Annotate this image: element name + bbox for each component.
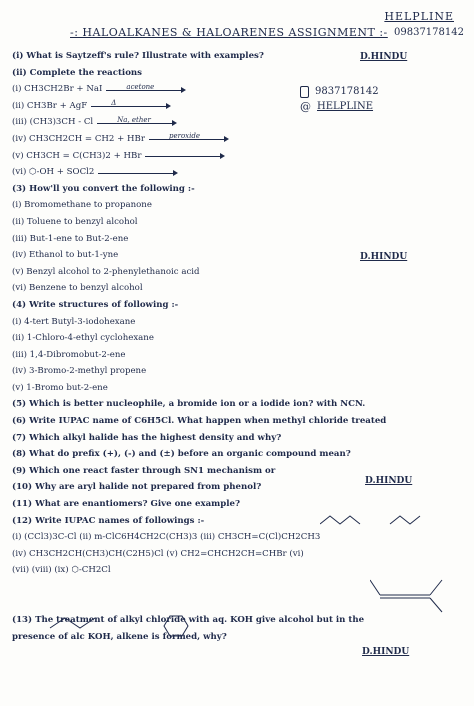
- reaction-arrow: [98, 167, 178, 177]
- line-6: [12, 148, 464, 165]
- line-text: (iii) But-1-ene to But-2-ene: [12, 233, 129, 244]
- line-14: [12, 280, 464, 297]
- line-3: [12, 98, 464, 115]
- line-text: (iv) Ethanol to but-1-yne: [12, 250, 119, 261]
- line-15: [12, 297, 464, 314]
- line-12: [12, 247, 464, 264]
- line-text: (9) Which one react faster through SN1 mechanism or: [12, 465, 276, 476]
- line-text: (v) 1-Bromo but-2-ene: [12, 382, 108, 393]
- question-lines: [12, 48, 464, 645]
- line-10: [12, 214, 464, 231]
- line-text: (iv) CH3CH2CH = CH2 + HBr: [12, 133, 145, 144]
- line-text: (i) Bromomethane to propanone: [12, 200, 152, 211]
- line-18: [12, 347, 464, 364]
- line-text: (ii) 1-Chloro-4-ethyl cyclohexane: [12, 333, 154, 344]
- line-text: (4) Write structures of following :-: [12, 299, 179, 310]
- line-text: (vii) (viii) (ix) ⬡-CH2Cl: [12, 565, 111, 576]
- line-text: (i) 4-tert Butyl-3-iodohexane: [12, 316, 136, 327]
- arrow-condition: peroxide: [168, 132, 200, 141]
- line-text: (vi) ⬡-OH + SOCl2: [12, 167, 95, 178]
- line-text: (10) Why are aryl halide not prepared from phenol?: [12, 482, 262, 493]
- helpline-phone: 09837178142: [394, 27, 464, 38]
- line-17: [12, 330, 464, 347]
- line-text: (iv) CH3CH2CH(CH3)CH(C2H5)Cl (v) CH2=CHCH2CH=CHBr (vi): [12, 548, 304, 559]
- at-icon: @: [300, 100, 311, 113]
- line-21: [12, 396, 464, 413]
- bond-3: [430, 598, 442, 612]
- helpline-heading: HELPLINE: [384, 10, 454, 23]
- line-text: (iv) 3-Bromo-2-methyl propene: [12, 366, 147, 377]
- reaction-arrow: [91, 100, 171, 110]
- bond-1: [370, 580, 380, 595]
- line-text: (6) Write IUPAC name of C6H5Cl. What happen when methyl chloride treated: [12, 416, 387, 427]
- line-text: (13) The treatment of alkyl chloride with aq. KOH give alcohol but in the: [12, 615, 365, 626]
- line-1: [12, 65, 464, 82]
- line-text: (7) Which alkyl halide has the highest density and why?: [12, 432, 282, 443]
- line-13: [12, 264, 464, 281]
- line-19: [12, 363, 464, 380]
- line-text: (12) Write IUPAC names of followings :-: [12, 515, 205, 526]
- arrow-condition: Na, ether: [117, 115, 151, 124]
- line-text: (iii) 1,4-Dibromobut-2-ene: [12, 349, 126, 360]
- line-text: (iii) (CH3)3CH - Cl: [12, 117, 94, 128]
- line-text: (ii) Toluene to benzyl alcohol: [12, 216, 138, 227]
- chain-vii: [50, 618, 95, 628]
- line-text: (8) What do prefix (+), (-) and (±) before an organic compound mean?: [12, 449, 351, 460]
- reaction-arrow: [97, 117, 177, 127]
- line-9: [12, 197, 464, 214]
- line-5: [12, 131, 464, 148]
- line-26: [12, 479, 464, 496]
- line-text: (ii) Complete the reactions: [12, 67, 143, 78]
- reaction-arrow: [145, 150, 225, 160]
- line-4: [12, 114, 464, 131]
- line-7: [12, 164, 464, 181]
- bond-2: [430, 580, 442, 595]
- line-20: [12, 380, 464, 397]
- ring-viii: [164, 616, 188, 636]
- chain-2: [390, 516, 420, 524]
- line-2: [12, 81, 464, 98]
- line-text: (ii) CH3Br + AgF: [12, 100, 88, 111]
- arrow-condition: Δ: [111, 99, 117, 108]
- contact-phone: 9837178142: [315, 86, 379, 97]
- line-24: [12, 446, 464, 463]
- line-25: [12, 463, 464, 480]
- line-text: (v) CH3CH = C(CH3)2 + HBr: [12, 150, 142, 161]
- signature-3: D.HINDU: [365, 476, 413, 486]
- signature-1: D.HINDU: [360, 52, 408, 62]
- chain-1: [320, 516, 360, 524]
- signature-4: D.HINDU: [362, 647, 410, 657]
- line-23: [12, 430, 464, 447]
- line-text: (5) Which is better nucleophile, a bromide ion or a iodide ion? with NCN.: [12, 399, 366, 410]
- line-text: presence of alc KOH, alkene is formed, why?: [12, 631, 227, 642]
- line-30: [12, 546, 464, 563]
- line-text: (11) What are enantiomers? Give one example?: [12, 499, 241, 510]
- reaction-arrow: [106, 84, 186, 94]
- struct-vi-sketch: [370, 570, 470, 620]
- line-8: [12, 181, 464, 198]
- contact-helpline: HELPLINE: [317, 101, 374, 112]
- line-22: [12, 413, 464, 430]
- line-text: (i) What is Saytzeff's rule? Illustrate with examples?: [12, 51, 264, 61]
- reaction-arrow: [149, 133, 229, 143]
- page-title: -: HALOALKANES & HALOARENES ASSIGNMENT :-: [70, 26, 388, 39]
- arrow-condition: acetone: [126, 82, 155, 91]
- sn1-structures-sketch: [320, 506, 440, 532]
- line-text: (3) How'll you convert the following :-: [12, 183, 195, 194]
- line-16: [12, 314, 464, 331]
- line-text: (vi) Benzene to benzyl alcohol: [12, 283, 143, 294]
- line-text: (i) (CCl3)3C-Cl (ii) m-ClC6H4CH2C(CH3)3 (iii) CH3CH=C(Cl)CH2CH3: [12, 532, 321, 543]
- line-11: [12, 231, 464, 248]
- struct-vii-viii-sketch: [40, 610, 340, 638]
- line-text: (i) CH3CH2Br + NaI: [12, 84, 103, 95]
- line-text: (v) Benzyl alcohol to 2-phenylethanoic acid: [12, 266, 200, 277]
- signature-2: D.HINDU: [360, 252, 408, 262]
- line-0: [12, 48, 464, 65]
